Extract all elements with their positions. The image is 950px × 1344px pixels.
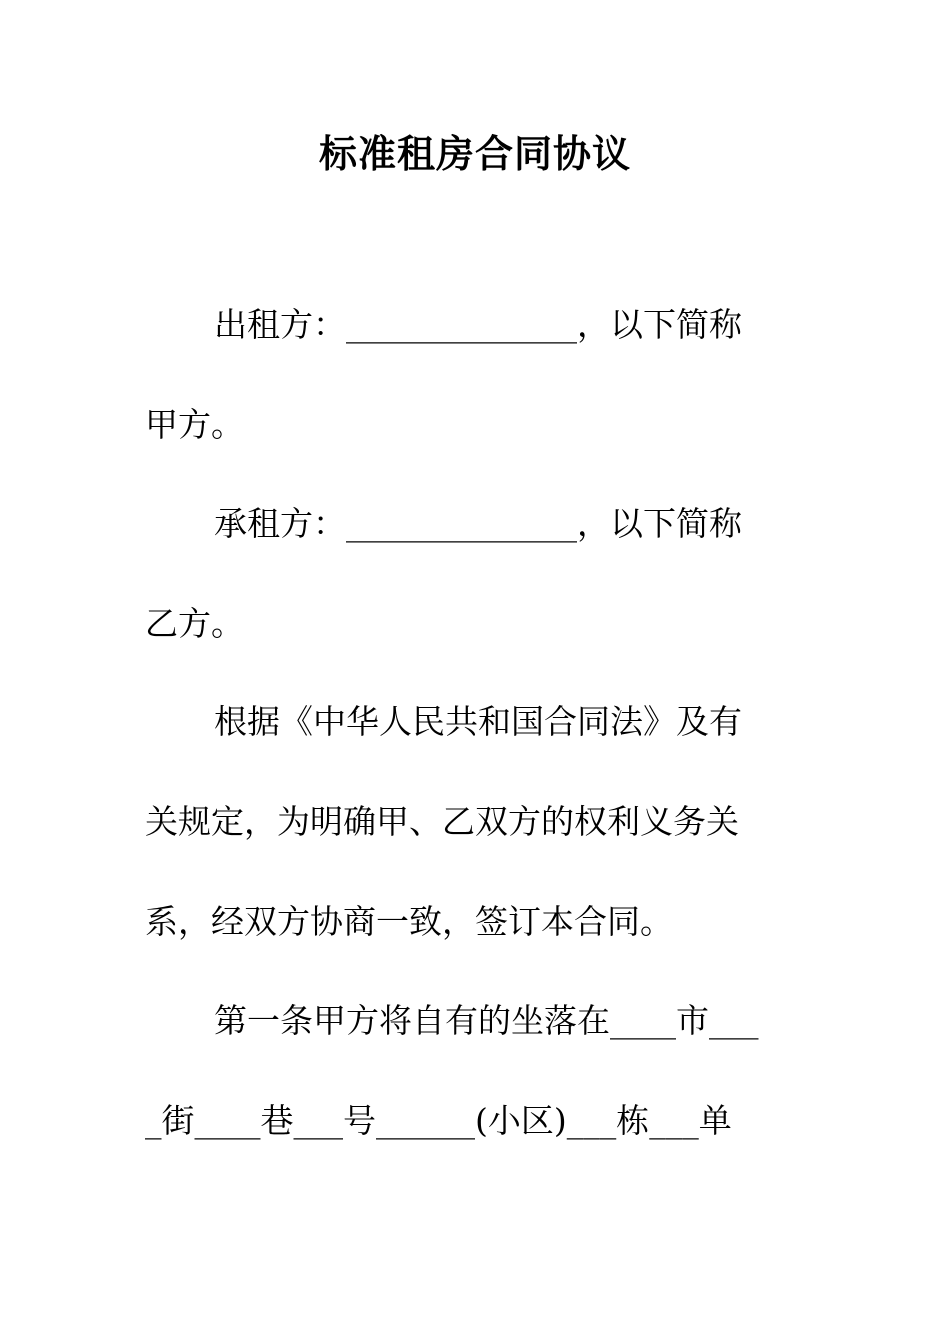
lessor-line: 出租方：______________，以下简称 <box>214 305 742 344</box>
basis-line-1: 根据《中华人民共和国合同法》及有 <box>214 702 742 741</box>
document-title: 标准租房合同协议 <box>318 131 631 176</box>
lessee-abbrev-line: 乙方。 <box>145 604 244 643</box>
article-1-line-1: 第一条甲方将自有的坐落在____市___ <box>214 1001 759 1040</box>
lessor-abbrev-line: 甲方。 <box>145 405 244 444</box>
basis-line-3: 系，经双方协商一致，签订本合同。 <box>145 902 673 941</box>
article-1-line-2: _街____巷___号______(小区)___栋___单 <box>145 1101 732 1140</box>
lessee-line: 承租方：______________，以下简称 <box>214 504 742 543</box>
basis-line-2: 关规定，为明确甲、乙双方的权利义务关 <box>145 802 739 841</box>
